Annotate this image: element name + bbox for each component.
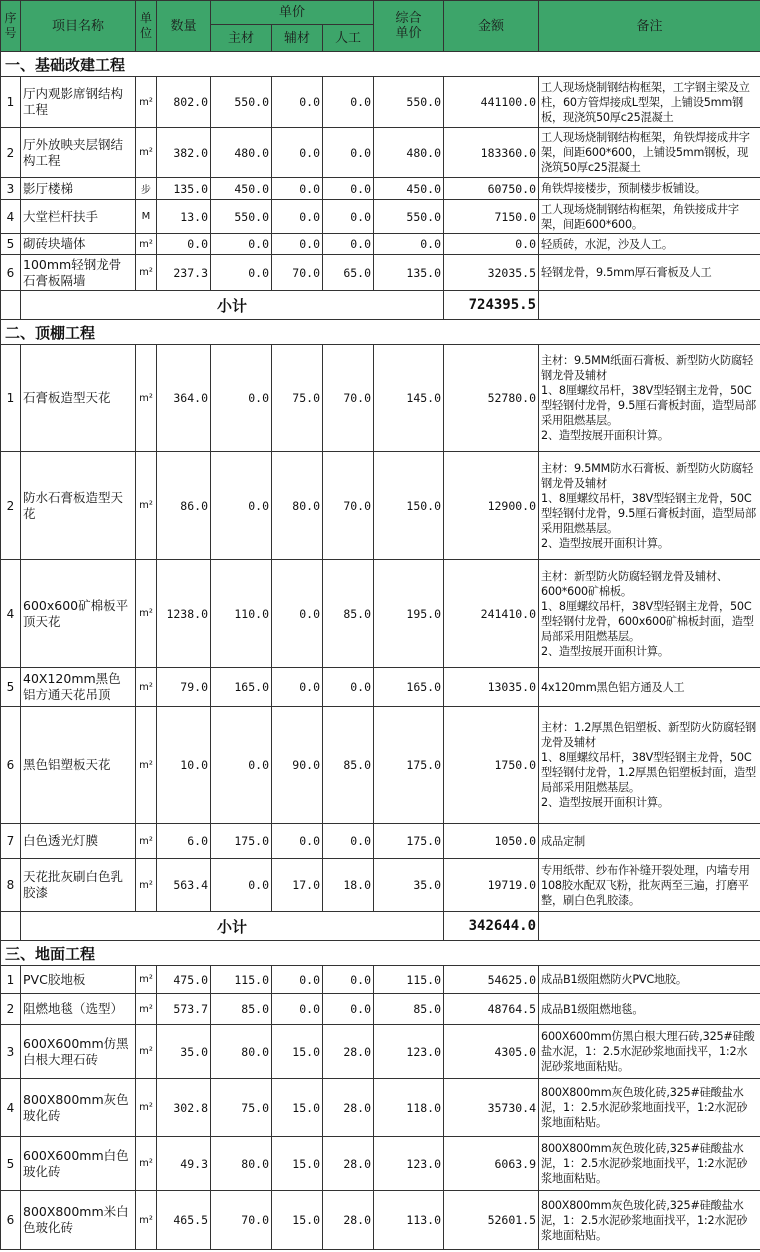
unit: m² <box>136 668 157 707</box>
combined-unit-price: 550.0 <box>374 77 444 128</box>
unit: m² <box>136 128 157 178</box>
combined-unit-price: 0.0 <box>374 234 444 255</box>
table-row <box>1 128 760 178</box>
table-row <box>1 966 760 994</box>
main-material-price: 75.0 <box>211 1079 272 1137</box>
header-aux-material: 辅材 <box>272 25 323 52</box>
amount: 441100.0 <box>444 77 539 128</box>
unit: m² <box>136 1191 157 1250</box>
amount: 241410.0 <box>444 560 539 668</box>
remark: 专用纸带、纱布作补缝开裂处理，内墙专用108胶水配双飞粉，批灰两至三遍，打磨平整，刷白色乳胶漆。 <box>539 859 760 912</box>
row-number: 2 <box>1 128 21 178</box>
aux-material-price: 0.0 <box>272 178 323 200</box>
main-material-price: 450.0 <box>211 178 272 200</box>
quantity: 1238.0 <box>157 560 211 668</box>
quantity: 79.0 <box>157 668 211 707</box>
amount: 54625.0 <box>444 966 539 994</box>
table-row <box>1 1025 760 1079</box>
remark: 轻质砖，水泥，沙及人工。 <box>539 234 760 255</box>
header-unit-price: 单价 <box>211 1 374 25</box>
labor-price: 18.0 <box>323 859 374 912</box>
unit: m² <box>136 1025 157 1079</box>
table-row <box>1 859 760 912</box>
remark: 工人现场烧制钢结构框架，工字钢主梁及立柱，60方管焊接成L型架，上铺设5mm钢板，现浇筑50厚c25混凝土 <box>539 77 760 128</box>
combined-unit-price: 115.0 <box>374 966 444 994</box>
combined-unit-price: 85.0 <box>374 994 444 1025</box>
remark: 角铁焊接楼步，预制楼步板铺设。 <box>539 178 760 200</box>
table-row <box>1 255 760 291</box>
subtotal-row <box>1 291 760 320</box>
aux-material-price: 80.0 <box>272 452 323 560</box>
header-amount: 金额 <box>444 1 539 52</box>
table-row <box>1 452 760 560</box>
amount: 48764.5 <box>444 994 539 1025</box>
item-name: 600X600mm白色玻化砖 <box>21 1137 136 1191</box>
amount: 52601.5 <box>444 1191 539 1250</box>
item-name: 600x600矿棉板平顶天花 <box>21 560 136 668</box>
header-combined-price: 综合单价 <box>374 1 444 52</box>
table-row <box>1 824 760 859</box>
unit: m² <box>136 345 157 452</box>
section-title: 三、地面工程 <box>1 941 760 966</box>
labor-price: 0.0 <box>323 200 374 234</box>
quantity: 35.0 <box>157 1025 211 1079</box>
unit: m² <box>136 255 157 291</box>
amount: 7150.0 <box>444 200 539 234</box>
main-material-price: 550.0 <box>211 200 272 234</box>
unit: m² <box>136 1079 157 1137</box>
main-material-price: 550.0 <box>211 77 272 128</box>
row-number: 4 <box>1 200 21 234</box>
combined-unit-price: 480.0 <box>374 128 444 178</box>
labor-price: 70.0 <box>323 452 374 560</box>
labor-price: 0.0 <box>323 128 374 178</box>
aux-material-price: 0.0 <box>272 200 323 234</box>
subtotal-blank <box>1 291 21 320</box>
combined-unit-price: 175.0 <box>374 707 444 824</box>
quantity: 802.0 <box>157 77 211 128</box>
remark: 800X800mm灰色玻化砖,325#硅酸盐水泥，1：2.5水泥砂浆地面找平，1:2水泥砂浆地面粘贴。 <box>539 1079 760 1137</box>
labor-price: 28.0 <box>323 1137 374 1191</box>
item-name: 石膏板造型天花 <box>21 345 136 452</box>
unit: m² <box>136 824 157 859</box>
main-material-price: 0.0 <box>211 707 272 824</box>
row-number: 6 <box>1 1191 21 1250</box>
quantity: 302.8 <box>157 1079 211 1137</box>
remark: 800X800mm灰色玻化砖,325#硅酸盐水泥，1：2.5水泥砂浆地面找平，1:2水泥砂浆地面粘贴。 <box>539 1137 760 1191</box>
aux-material-price: 0.0 <box>272 77 323 128</box>
combined-unit-price: 150.0 <box>374 452 444 560</box>
item-name: 影厅楼梯 <box>21 178 136 200</box>
combined-unit-price: 113.0 <box>374 1191 444 1250</box>
combined-unit-price: 175.0 <box>374 824 444 859</box>
row-number: 8 <box>1 859 21 912</box>
quantity: 49.3 <box>157 1137 211 1191</box>
table-row <box>1 707 760 824</box>
combined-unit-price: 135.0 <box>374 255 444 291</box>
aux-material-price: 15.0 <box>272 1025 323 1079</box>
remark: 工人现场烧制钢结构框架，角铁接成井字架，间距600*600。 <box>539 200 760 234</box>
main-material-price: 0.0 <box>211 234 272 255</box>
labor-price: 85.0 <box>323 560 374 668</box>
amount: 12900.0 <box>444 452 539 560</box>
combined-unit-price: 123.0 <box>374 1137 444 1191</box>
combined-unit-price: 550.0 <box>374 200 444 234</box>
header-name: 项目名称 <box>21 1 136 52</box>
item-name: 天花批灰刷白色乳胶漆 <box>21 859 136 912</box>
combined-unit-price: 195.0 <box>374 560 444 668</box>
quantity: 0.0 <box>157 234 211 255</box>
subtotal-row <box>1 912 760 941</box>
main-material-price: 0.0 <box>211 255 272 291</box>
section-header-row <box>1 52 760 77</box>
aux-material-price: 15.0 <box>272 1079 323 1137</box>
remark: 主材：1.2厚黑色铝塑板、新型防火防腐轻钢龙骨及辅材 1、8厘螺纹吊杆，38V型轻钢主龙骨，50C型轻钢付龙骨，1.2厚黑色铝塑板封面，造型局部采用阻燃基层。 2、造型按展开面积计算。 <box>539 707 760 824</box>
item-name: 砌砖块墙体 <box>21 234 136 255</box>
labor-price: 65.0 <box>323 255 374 291</box>
remark: 主材：新型防火防腐轻钢龙骨及辅材、600*600矿棉板。 1、8厘螺纹吊杆，38V型轻钢主龙骨，50C型轻钢付龙骨，600x600矿棉板封面，造型局部采用阻燃基层。 2、造型按展开面积计算。 <box>539 560 760 668</box>
section-title: 一、基础改建工程 <box>1 52 760 77</box>
main-material-price: 165.0 <box>211 668 272 707</box>
labor-price: 0.0 <box>323 824 374 859</box>
item-name: 800X800mm灰色玻化砖 <box>21 1079 136 1137</box>
subtotal-label: 小计 <box>21 291 444 320</box>
header-labor: 人工 <box>323 25 374 52</box>
aux-material-price: 75.0 <box>272 345 323 452</box>
combined-unit-price: 118.0 <box>374 1079 444 1137</box>
header-remark: 备注 <box>539 1 760 52</box>
unit: m² <box>136 1137 157 1191</box>
header-main-material: 主材 <box>211 25 272 52</box>
main-material-price: 0.0 <box>211 345 272 452</box>
amount: 183360.0 <box>444 128 539 178</box>
section-header-row <box>1 941 760 966</box>
labor-price: 0.0 <box>323 178 374 200</box>
row-number: 2 <box>1 452 21 560</box>
amount: 1050.0 <box>444 824 539 859</box>
item-name: 100mm轻钢龙骨石膏板隔墙 <box>21 255 136 291</box>
unit: m² <box>136 859 157 912</box>
quantity: 10.0 <box>157 707 211 824</box>
table-row <box>1 234 760 255</box>
amount: 35730.4 <box>444 1079 539 1137</box>
header-no: 序号 <box>1 1 21 52</box>
aux-material-price: 0.0 <box>272 234 323 255</box>
row-number: 5 <box>1 234 21 255</box>
table-row <box>1 200 760 234</box>
main-material-price: 80.0 <box>211 1137 272 1191</box>
labor-price: 28.0 <box>323 1191 374 1250</box>
aux-material-price: 0.0 <box>272 824 323 859</box>
section-title: 二、顶棚工程 <box>1 320 760 345</box>
remark: 600X600mm仿黑白根大理石砖,325#硅酸盐水泥，1：2.5水泥砂浆地面找平，1:2水泥砂浆地面粘贴。 <box>539 1025 760 1079</box>
remark: 4x120mm黑色铝方通及人工 <box>539 668 760 707</box>
item-name: 防水石膏板造型天花 <box>21 452 136 560</box>
unit: m² <box>136 994 157 1025</box>
item-name: 白色透光灯膜 <box>21 824 136 859</box>
main-material-price: 0.0 <box>211 859 272 912</box>
labor-price: 0.0 <box>323 966 374 994</box>
labor-price: 28.0 <box>323 1025 374 1079</box>
amount: 1750.0 <box>444 707 539 824</box>
quantity: 13.0 <box>157 200 211 234</box>
labor-price: 85.0 <box>323 707 374 824</box>
main-material-price: 110.0 <box>211 560 272 668</box>
amount: 6063.9 <box>444 1137 539 1191</box>
subtotal-blank <box>1 912 21 941</box>
item-name: 黑色铝塑板天花 <box>21 707 136 824</box>
row-number: 5 <box>1 668 21 707</box>
table-body <box>1 52 760 1250</box>
row-number: 6 <box>1 707 21 824</box>
table-row <box>1 1137 760 1191</box>
row-number: 3 <box>1 178 21 200</box>
amount: 52780.0 <box>444 345 539 452</box>
remark: 轻钢龙骨，9.5mm厚石膏板及人工 <box>539 255 760 291</box>
main-material-price: 80.0 <box>211 1025 272 1079</box>
aux-material-price: 0.0 <box>272 560 323 668</box>
quantity: 6.0 <box>157 824 211 859</box>
item-name: 厅外放映夹层钢结构工程 <box>21 128 136 178</box>
aux-material-price: 15.0 <box>272 1137 323 1191</box>
table-row <box>1 1079 760 1137</box>
labor-price: 70.0 <box>323 345 374 452</box>
subtotal-remark-blank <box>539 912 760 941</box>
aux-material-price: 0.0 <box>272 128 323 178</box>
quantity: 475.0 <box>157 966 211 994</box>
aux-material-price: 0.0 <box>272 966 323 994</box>
aux-material-price: 70.0 <box>272 255 323 291</box>
unit: 步 <box>136 178 157 200</box>
unit: m² <box>136 234 157 255</box>
labor-price: 0.0 <box>323 77 374 128</box>
combined-unit-price: 123.0 <box>374 1025 444 1079</box>
quantity: 382.0 <box>157 128 211 178</box>
unit: m² <box>136 966 157 994</box>
main-material-price: 175.0 <box>211 824 272 859</box>
item-name: 600X600mm仿黑白根大理石砖 <box>21 1025 136 1079</box>
item-name: 40X120mm黑色铝方通天花吊顶 <box>21 668 136 707</box>
amount: 19719.0 <box>444 859 539 912</box>
row-number: 1 <box>1 77 21 128</box>
combined-unit-price: 35.0 <box>374 859 444 912</box>
aux-material-price: 0.0 <box>272 668 323 707</box>
quantity: 135.0 <box>157 178 211 200</box>
row-number: 6 <box>1 255 21 291</box>
table-row <box>1 1191 760 1250</box>
quantity: 237.3 <box>157 255 211 291</box>
quantity: 563.4 <box>157 859 211 912</box>
remark: 主材：9.5MM纸面石膏板、新型防火防腐轻钢龙骨及辅材 1、8厘螺纹吊杆，38V型轻钢主龙骨，50C型轻钢付龙骨，9.5厘石膏板封面，造型局部采用阻燃基层。 2、造型按展开面积计算。 <box>539 345 760 452</box>
main-material-price: 115.0 <box>211 966 272 994</box>
unit: m² <box>136 77 157 128</box>
row-number: 7 <box>1 824 21 859</box>
combined-unit-price: 165.0 <box>374 668 444 707</box>
subtotal-amount: 342644.0 <box>444 912 539 941</box>
table-header <box>1 1 760 52</box>
labor-price: 0.0 <box>323 234 374 255</box>
combined-unit-price: 450.0 <box>374 178 444 200</box>
row-number: 4 <box>1 1079 21 1137</box>
subtotal-label: 小计 <box>21 912 444 941</box>
aux-material-price: 15.0 <box>272 1191 323 1250</box>
labor-price: 0.0 <box>323 668 374 707</box>
row-number: 4 <box>1 560 21 668</box>
aux-material-price: 17.0 <box>272 859 323 912</box>
table-row <box>1 560 760 668</box>
unit: M <box>136 200 157 234</box>
remark: 800X800mm灰色玻化砖,325#硅酸盐水泥，1：2.5水泥砂浆地面找平，1:2水泥砂浆地面粘贴。 <box>539 1191 760 1250</box>
remark: 工人现场烧制钢结构框架，角铁焊接成井字架，间距600*600，上铺设5mm钢板，现浇筑50厚c25混凝土 <box>539 128 760 178</box>
amount: 0.0 <box>444 234 539 255</box>
labor-price: 28.0 <box>323 1079 374 1137</box>
table-row <box>1 345 760 452</box>
quantity: 573.7 <box>157 994 211 1025</box>
remark: 成品B1级阻燃防火PVC地胶。 <box>539 966 760 994</box>
remark: 成品B1级阻燃地毯。 <box>539 994 760 1025</box>
table-row <box>1 77 760 128</box>
remark: 成品定制 <box>539 824 760 859</box>
amount: 60750.0 <box>444 178 539 200</box>
labor-price: 0.0 <box>323 994 374 1025</box>
combined-unit-price: 145.0 <box>374 345 444 452</box>
row-number: 1 <box>1 966 21 994</box>
section-header-row <box>1 320 760 345</box>
subtotal-remark-blank <box>539 291 760 320</box>
item-name: 800X800mm米白色玻化砖 <box>21 1191 136 1250</box>
row-number: 3 <box>1 1025 21 1079</box>
table-row <box>1 668 760 707</box>
row-number: 1 <box>1 345 21 452</box>
amount: 32035.5 <box>444 255 539 291</box>
main-material-price: 0.0 <box>211 452 272 560</box>
row-number: 2 <box>1 994 21 1025</box>
aux-material-price: 0.0 <box>272 994 323 1025</box>
amount: 13035.0 <box>444 668 539 707</box>
row-number: 5 <box>1 1137 21 1191</box>
remark: 主材：9.5MM防水石膏板、新型防火防腐轻钢龙骨及辅材 1、8厘螺纹吊杆，38V型轻钢主龙骨，50C型轻钢付龙骨，9.5厘石膏板封面，造型局部采用阻燃基层。 2、造型按展开面积计算。 <box>539 452 760 560</box>
item-name: PVC胶地板 <box>21 966 136 994</box>
quantity: 465.5 <box>157 1191 211 1250</box>
main-material-price: 70.0 <box>211 1191 272 1250</box>
aux-material-price: 90.0 <box>272 707 323 824</box>
item-name: 阻燃地毯（选型） <box>21 994 136 1025</box>
amount: 4305.0 <box>444 1025 539 1079</box>
item-name: 厅内观影席钢结构工程 <box>21 77 136 128</box>
table-row <box>1 178 760 200</box>
main-material-price: 85.0 <box>211 994 272 1025</box>
quantity: 86.0 <box>157 452 211 560</box>
item-name: 大堂栏杆扶手 <box>21 200 136 234</box>
unit: m² <box>136 452 157 560</box>
unit: m² <box>136 560 157 668</box>
table-row <box>1 994 760 1025</box>
quantity: 364.0 <box>157 345 211 452</box>
header-qty: 数量 <box>157 1 211 52</box>
header-unit: 单位 <box>136 1 157 52</box>
unit: m² <box>136 707 157 824</box>
main-material-price: 480.0 <box>211 128 272 178</box>
subtotal-amount: 724395.5 <box>444 291 539 320</box>
